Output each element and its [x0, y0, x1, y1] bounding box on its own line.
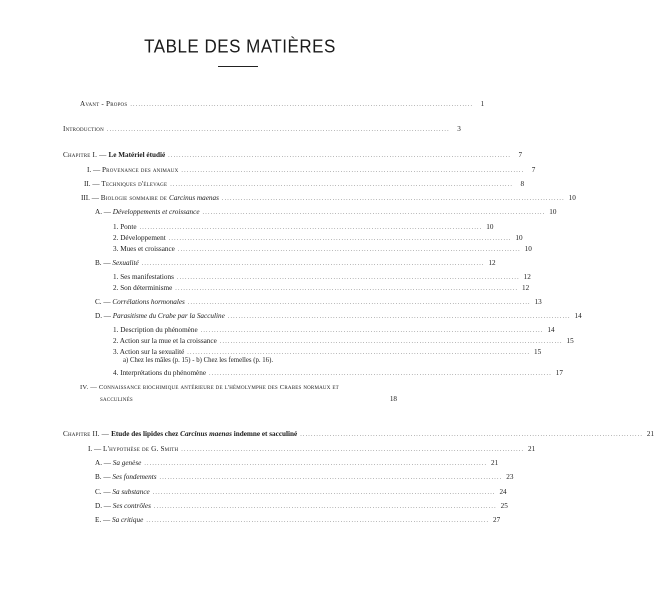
toc-entry-text: 2. Développement [113, 234, 166, 242]
toc-entry-page: 14 [574, 312, 582, 320]
toc-entry-page: 12 [488, 259, 496, 267]
leader-dots: ............................................................................................................................... [227, 314, 571, 320]
toc-entry-1-iii-d-4[interactable] [113, 368, 563, 379]
toc-entry-1-iii-b-2[interactable] [113, 283, 530, 294]
toc-entry-text: Etude des lipides chez [111, 430, 181, 438]
toc-entry-page: 10 [515, 234, 523, 242]
toc-entry-text: Sexualité [112, 259, 139, 267]
leader-dots: ............................................................................................................................... [219, 339, 563, 345]
toc-entry-prefix: A. — [95, 208, 113, 216]
toc-entry-page: 1 [480, 100, 485, 108]
toc-entry-chapter-1[interactable] [63, 150, 523, 161]
toc-entry-1-iii-a-2[interactable] [113, 233, 523, 244]
toc-entry-text-cont: sacculinés [100, 395, 133, 403]
leader-dots: ............................................................................................................................... [202, 210, 546, 216]
toc-entry-text: Connaissance biochimique antérieure de l'hémolymphe des Crabes normaux et [98, 384, 339, 391]
toc-entry-text: 3. Action sur la sexualité [113, 348, 185, 356]
toc-entry-1-ii[interactable] [84, 179, 525, 190]
leader-dots: ............................................................................................................................... [176, 275, 520, 281]
leader-dots: ............................................................................................................................... [139, 225, 483, 231]
toc-entry-page: 10 [486, 223, 494, 231]
toc-entry-2-i-c[interactable] [95, 487, 507, 498]
toc-entry-1-iii-a-3[interactable] [113, 244, 532, 255]
toc-entry-prefix: D. — [95, 312, 113, 320]
toc-entry-text: Techniques d'élevage [101, 180, 168, 188]
toc-entry-2-i-d[interactable] [95, 501, 508, 512]
toc-entry-prefix: Chapitre I. — [63, 151, 109, 159]
leader-dots: ............................................................................................................................... [200, 328, 544, 334]
page-title: TABLE DES MATIÈRES [144, 36, 336, 57]
leader-dots: ............................................................................................................................... [187, 300, 531, 306]
toc-entry-prefix: I. — [88, 445, 103, 453]
toc-entry-text: 3. Mues et croissance [113, 245, 175, 253]
toc-entry-page: 13 [534, 298, 542, 306]
toc-entry-prefix: III. — [81, 194, 101, 202]
leader-dots: ............................................................................................................................... [106, 127, 450, 133]
toc-entry-1-iii-a-1[interactable] [113, 222, 494, 233]
toc-entry-avant-propos[interactable] [80, 99, 485, 110]
toc-entry-text: 2. Son déterminisme [113, 284, 173, 292]
toc-entry-1-iii-d-1[interactable] [113, 325, 555, 336]
title-rule [218, 66, 258, 67]
toc-entry-text: 1. Description du phénomène [113, 326, 198, 334]
toc-entry-page: 14 [547, 326, 555, 334]
leader-dots: ............................................................................................................................... [175, 286, 519, 292]
toc-entry-1-iii-b-1[interactable] [113, 272, 531, 283]
leader-dots: ............................................................................................................................... [221, 196, 565, 202]
toc-entry-italic: Carcinus maenas [169, 194, 219, 202]
leader-dots: ............................................................................................................................... [168, 153, 512, 159]
toc-entry-prefix: D. — [95, 502, 113, 510]
toc-entry-prefix: B. — [95, 473, 113, 481]
leader-dots: ............................................................................................................................... [177, 247, 521, 253]
toc-entry-text: 1. Ses manifestations [113, 273, 174, 281]
toc-entry-text: Introduction [63, 125, 104, 133]
toc-entry-text: Le Matériel étudié [108, 151, 166, 159]
leader-dots: ............................................................................................................................... [144, 461, 488, 467]
toc-entry-page: 15 [533, 348, 542, 356]
leader-dots: ............................................................................................................................... [130, 102, 474, 108]
toc-subnote: a) Chez les mâles (p. 15) - b) Chez les femelles (p. 16). [123, 357, 274, 364]
toc-entry-1-iii-a[interactable] [95, 207, 557, 218]
toc-entry-2-i-e[interactable] [95, 515, 501, 526]
toc-entry-text: 1. Ponte [113, 223, 137, 231]
toc-entry-1-iii[interactable] [81, 193, 576, 204]
toc-entry-page: 12 [522, 284, 530, 292]
toc-entry-page: 23 [506, 473, 514, 481]
toc-entry-text: Provenance des animaux [101, 166, 179, 174]
toc-entry-text: Avant - Propos [80, 100, 128, 108]
toc-entry-introduction[interactable] [63, 124, 461, 135]
leader-dots: ............................................................................................................................... [153, 504, 497, 510]
toc-entry-page: 15 [566, 337, 574, 345]
toc-entry-page: 21 [646, 430, 654, 438]
toc-entry-page: 7 [518, 151, 523, 159]
toc-entry-text: Biologie sommaire de [100, 194, 170, 202]
toc-entry-page: 10 [568, 194, 576, 202]
toc-entry-prefix: A. — [95, 459, 113, 467]
leader-dots: ............................................................................................................................... [152, 490, 496, 496]
toc-entry-text: Sa substance [112, 488, 150, 496]
toc-entry-page: 10 [549, 208, 557, 216]
leader-dots: ............................................................................................................................... [141, 261, 485, 267]
toc-entry-chapter-2[interactable] [63, 429, 654, 440]
toc-entry-page: 17 [555, 369, 563, 377]
leader-dots: ............................................................................................................................... [170, 182, 514, 188]
toc-entry-text-after: indemne et sacculiné [231, 430, 298, 438]
leader-dots: ............................................................................................................................... [159, 475, 503, 481]
leader-dots: ............................................................................................................................... [181, 168, 525, 174]
toc-entry-page: 8 [520, 180, 525, 188]
toc-entry-text: L'hypothèse de G. Smith [102, 445, 179, 453]
leader-dots: ............................................................................................................................... [146, 518, 490, 524]
toc-entry-1-iv-line1[interactable] [80, 383, 339, 392]
toc-entry-1-iv[interactable] [100, 394, 397, 405]
leader-dots: ............................................................................................................................... [187, 350, 531, 356]
toc-entry-text: Sa critique [111, 516, 144, 524]
leader-dots: ............................................................................................................................... [300, 432, 644, 438]
toc-entry-text: 4. Interprétations du phénomène [113, 369, 207, 377]
toc-entry-1-iii-d-2[interactable] [113, 336, 574, 347]
toc-entry-1-iii-c[interactable] [95, 297, 542, 308]
toc-entry-page: 21 [491, 459, 499, 467]
toc-entry-1-iii-d[interactable] [95, 311, 582, 322]
leader-dots: ............................................................................................................................... [168, 236, 512, 242]
toc-entry-2-i[interactable] [88, 444, 536, 455]
toc-entry-prefix: C. — [95, 488, 113, 496]
toc-entry-page: 18 [389, 395, 397, 403]
toc-entry-text: Ses fondements [112, 473, 157, 481]
toc-entry-italic: Carcinus maenas [180, 430, 232, 438]
toc-entry-text: Parasitisme du Crabe par la Sacculine [112, 312, 225, 320]
toc-entry-page: 7 [531, 166, 536, 174]
toc-entry-prefix: IV. — [80, 384, 99, 391]
toc-entry-prefix: II. — [84, 180, 102, 188]
toc-entry-page: 21 [527, 445, 536, 453]
leader-dots: ............................................................................................................................... [209, 371, 552, 377]
toc-entry-text: Développements et croissance [112, 208, 200, 216]
toc-entry-page: 27 [493, 516, 501, 524]
toc-entry-page: 3 [457, 125, 461, 133]
toc-entry-text: Ses contrôles [112, 502, 151, 510]
toc-entry-text: Corrélations hormonales [112, 298, 185, 306]
toc-entry-text: Sa genèse [112, 459, 142, 467]
leader-dots: ............................................................................................................................... [181, 447, 525, 453]
toc-entry-page: 10 [524, 245, 532, 253]
toc-entry-prefix: C. — [95, 298, 113, 306]
toc-entry-page: 25 [500, 502, 508, 510]
toc-entry-page: 12 [523, 273, 531, 281]
toc-entry-prefix: Chapitre II. — [63, 430, 112, 438]
toc-entry-page: 24 [499, 488, 507, 496]
toc-entry-prefix: E. — [95, 516, 112, 524]
toc-entry-2-i-b[interactable] [95, 472, 514, 483]
toc-entry-1-iii-b[interactable] [95, 258, 496, 269]
toc-entry-prefix: B. — [95, 259, 113, 267]
toc-entry-prefix: I. — [87, 166, 102, 174]
toc-entry-2-i-a[interactable] [95, 458, 499, 469]
toc-entry-text: 2. Action sur la mue et la croissance [113, 337, 217, 345]
toc-entry-1-i[interactable] [87, 165, 536, 176]
